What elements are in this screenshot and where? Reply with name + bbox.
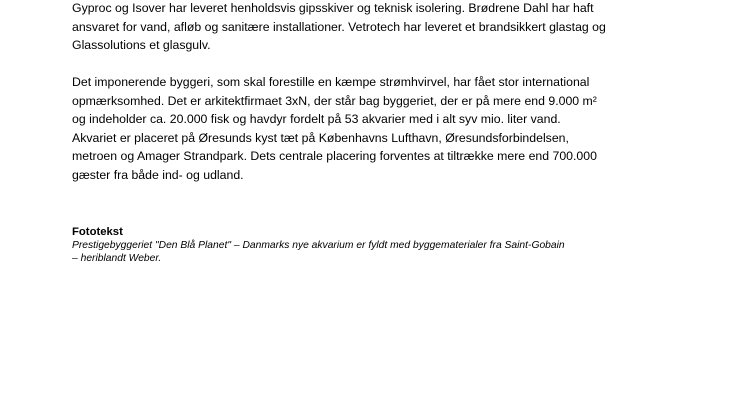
document-page bbox=[72, 0, 682, 265]
paragraph-line: Akvariet er placeret på Øresunds kyst tæt på Københavns Lufthavn, Øresundsforbindelsen, bbox=[72, 130, 569, 145]
caption-line: – heriblandt Weber. bbox=[72, 253, 162, 264]
paragraph-line: metroen og Amager Strandpark. Dets centrale placering forventes at tiltrække mere end 700.000 bbox=[72, 149, 597, 163]
photo-caption bbox=[72, 226, 682, 265]
body-paragraph-1 bbox=[72, 0, 682, 55]
paragraph-line: opmærksomhed. Det er arkitektfirmaet 3xN, der står bag byggeriet, der er på mere end 9.000 m² bbox=[72, 93, 597, 108]
paragraph-line: Glassolutions et glasgulv. bbox=[72, 38, 211, 52]
paragraph-line: og indeholder ca. 20.000 fisk og havdyr fordelt på 53 akvarier med i alt syv mio. liter vand. bbox=[72, 112, 561, 126]
paragraph-line: Gyproc og Isover har leveret henholdsvis gipsskiver og teknisk isolering. Brødrene Dahl har haft bbox=[72, 1, 594, 15]
caption-text bbox=[72, 239, 682, 265]
caption-line: Prestigebyggeriet "Den Blå Planet" – Danmarks nye akvarium er fyldt med byggematerialer fra Saint-Gobain bbox=[72, 240, 565, 251]
caption-heading: Fototekst bbox=[72, 226, 123, 238]
paragraph-line: gæster fra både ind- og udland. bbox=[72, 167, 244, 182]
body-paragraph-2 bbox=[72, 73, 682, 184]
paragraph-line: ansvaret for vand, afløb og sanitære installationer. Vetrotech har leveret et brandsikkert glastag og bbox=[72, 19, 606, 34]
paragraph-line: Det imponerende byggeri, som skal forestille en kæmpe strømhvirvel, har fået stor international bbox=[72, 75, 590, 89]
